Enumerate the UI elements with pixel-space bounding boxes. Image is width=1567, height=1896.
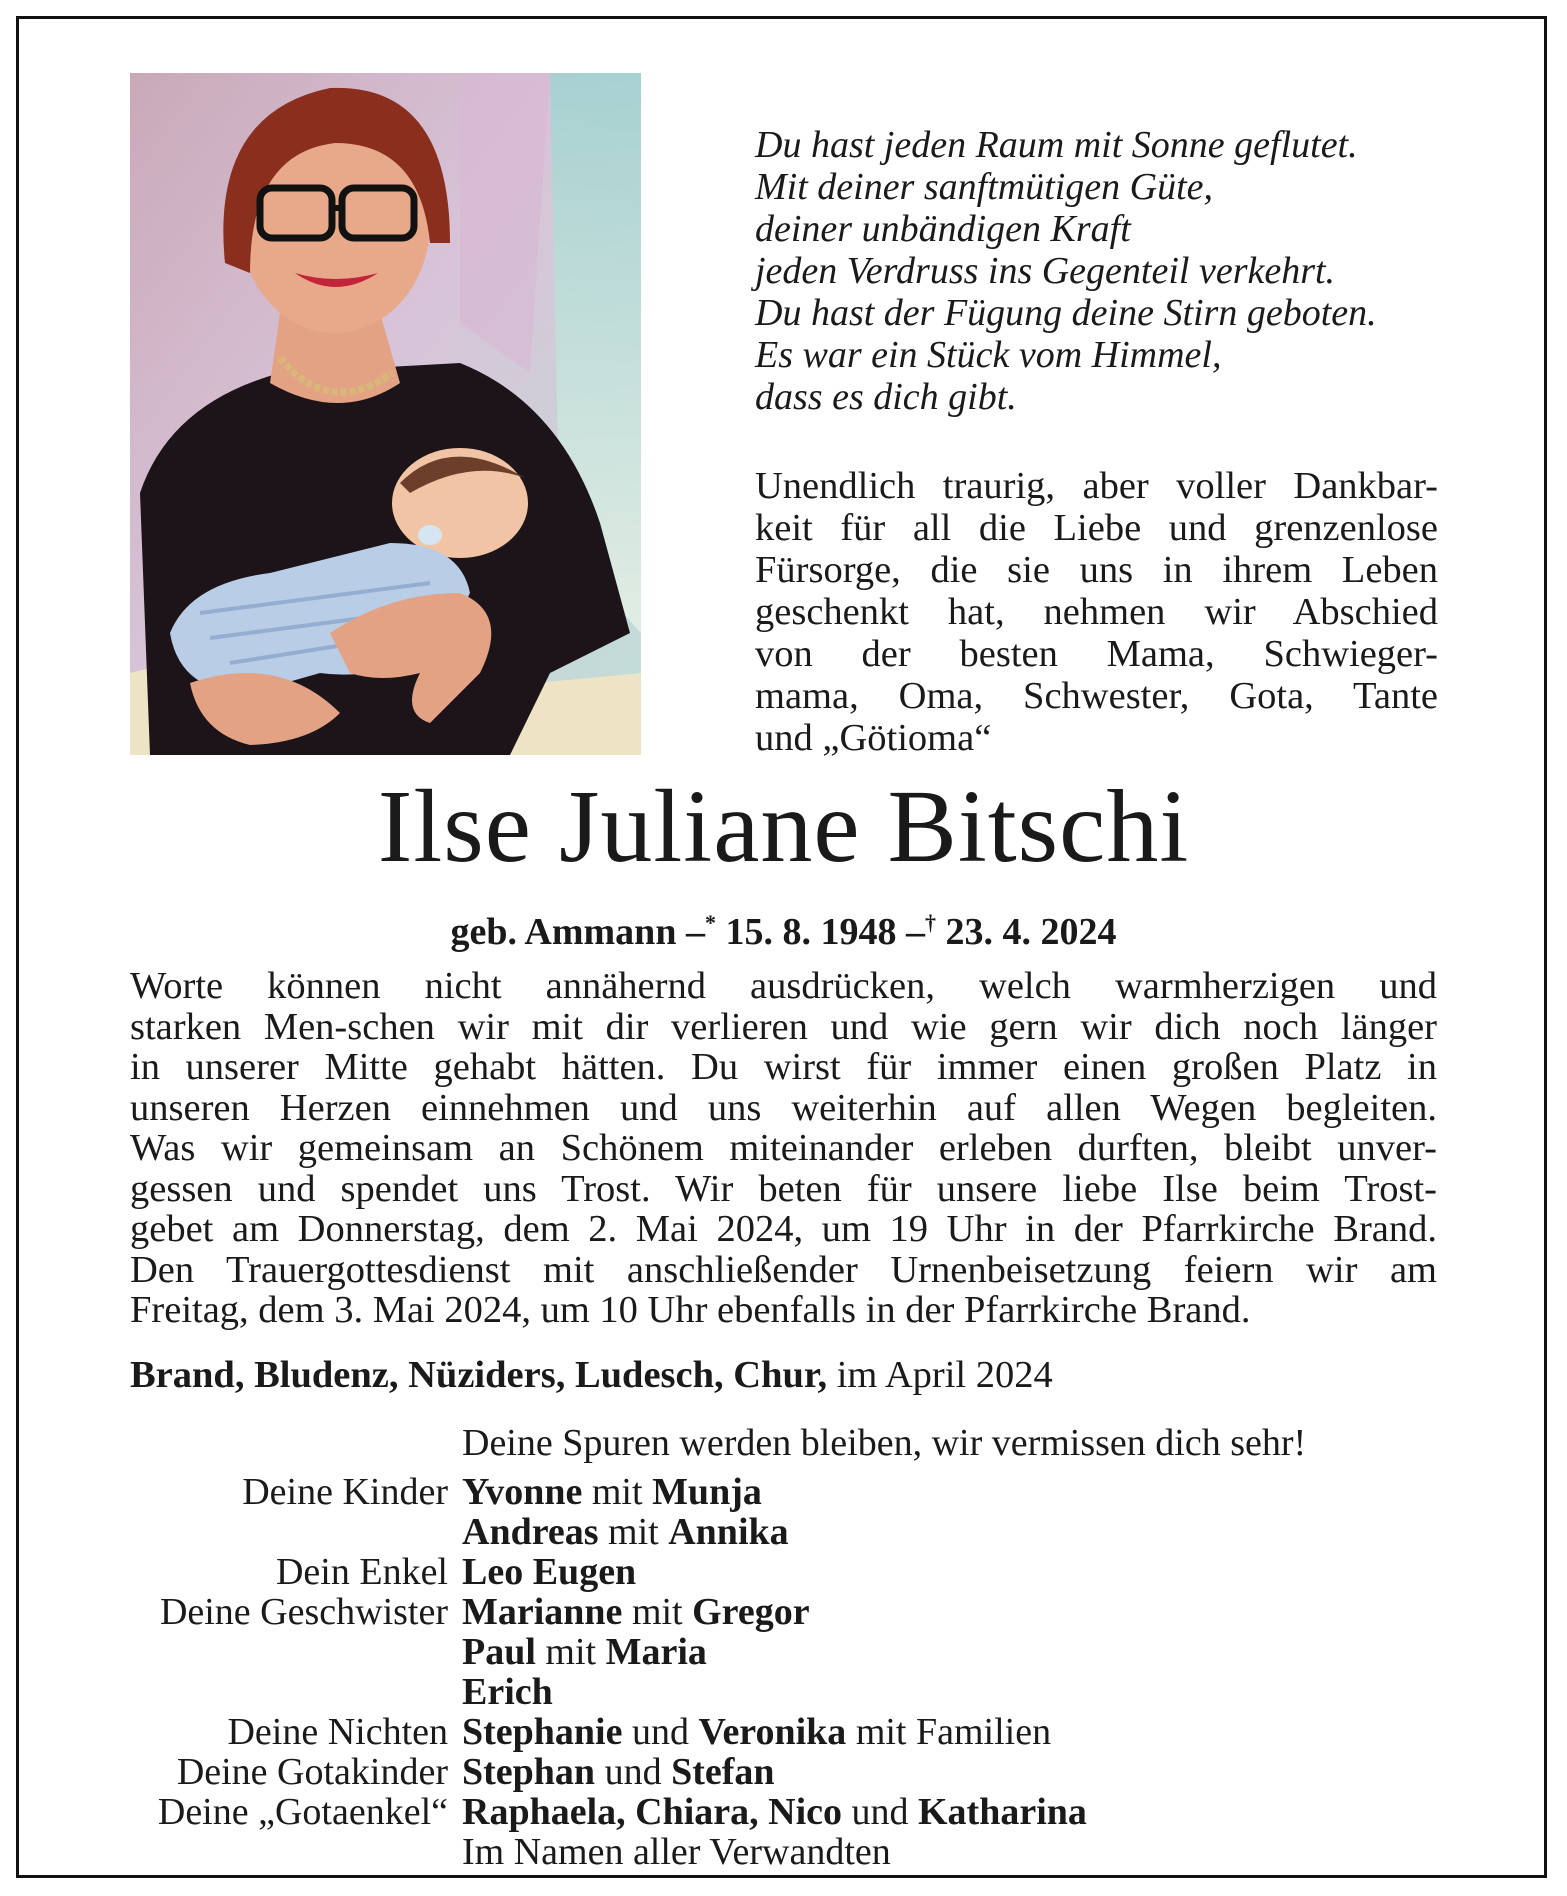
thanks-line: Fürsorge, die sie uns in ihrem Leben <box>755 549 1438 591</box>
family-role: Deine Geschwister <box>159 1591 448 1633</box>
family-name: Annika <box>668 1511 789 1553</box>
portrait-photo-drawing <box>130 73 641 755</box>
death-symbol: † <box>924 910 936 935</box>
poem-line: Mit deiner sanftmütigen Güte, <box>755 166 1214 208</box>
family-name: Katharina <box>918 1791 1087 1833</box>
connector: mit <box>608 1511 659 1553</box>
family-name: Stephan <box>462 1751 596 1793</box>
connector: und <box>631 1711 689 1753</box>
family-row <box>0 1590 1567 1633</box>
family-row <box>0 1750 1567 1793</box>
family-role: Dein Enkel <box>275 1551 448 1593</box>
family-name: Stephanie <box>462 1711 623 1753</box>
connector: mit <box>631 1591 683 1633</box>
birth-symbol: * <box>704 910 716 935</box>
relatives-note: Im Namen aller Verwandten <box>462 1831 891 1873</box>
poem <box>755 124 1455 418</box>
family-name: Paul <box>462 1631 536 1673</box>
family-row <box>0 1830 1567 1873</box>
paragraph-line: Den Trauergottesdienst mit anschließender Urnenbeisetzung feiern wir am <box>130 1248 1437 1291</box>
dash: – <box>685 911 705 953</box>
family-row <box>0 1630 1567 1673</box>
family-name: Stefan <box>671 1751 775 1793</box>
connector: mit Familien <box>855 1711 1052 1753</box>
family-role: Deine Gotakinder <box>176 1751 448 1793</box>
thanks-line: und „Götioma“ <box>755 717 992 759</box>
dash: – <box>905 911 925 953</box>
connector: und <box>851 1791 909 1833</box>
family-name: Maria <box>605 1631 707 1673</box>
thanks-line: keit für all die Liebe und grenzenlose <box>755 507 1438 549</box>
deceased-name: Ilse Juliane Bitschi <box>377 769 1190 884</box>
family-name: Marianne <box>462 1591 623 1633</box>
family-name: Munja <box>652 1471 762 1513</box>
thanks-line: mama, Oma, Schwester, Gota, Tante <box>755 675 1438 717</box>
birth-date: 15. 8. 1948 <box>725 911 897 953</box>
poem-line: Du hast der Fügung deine Stirn geboten. <box>755 292 1377 334</box>
paragraph-line: starken Men-schen wir mit dir verlieren und wie gern wir dich noch länger <box>130 1005 1437 1048</box>
thanks-paragraph <box>755 465 1438 759</box>
connector: mit <box>591 1471 643 1513</box>
place-date-line <box>130 1353 1053 1397</box>
family-row <box>0 1790 1567 1833</box>
thanks-line: Unendlich traurig, aber voller Dankbar- <box>755 465 1438 507</box>
family-row <box>0 1550 1567 1593</box>
poem-line: Es war ein Stück vom Himmel, <box>755 334 1222 376</box>
poem-line: dass es dich gibt. <box>755 376 1017 418</box>
thanks-line: geschenkt hat, nehmen wir Abschied <box>755 591 1438 633</box>
connector: und <box>604 1751 662 1793</box>
towns: Brand, Bludenz, Nüziders, Ludesch, Chur, <box>130 1354 828 1396</box>
paragraph-line: unseren Herzen einnehmen und uns weiterhin auf allen Wegen begleiten. <box>130 1086 1437 1129</box>
family-row <box>0 1670 1567 1713</box>
family-row <box>0 1710 1567 1753</box>
family-role: Deine „Gotaenkel“ <box>157 1791 448 1833</box>
family-name: Yvonne <box>462 1471 583 1513</box>
death-date: 23. 4. 2024 <box>945 911 1117 953</box>
family-role: Deine Nichten <box>227 1711 448 1753</box>
family-name: Raphaela, Chiara, Nico <box>462 1791 842 1833</box>
motto: Deine Spuren werden bleiben, wir vermissen dich sehr! <box>462 1422 1307 1464</box>
family-name: Leo Eugen <box>462 1551 637 1593</box>
family-name: Veronika <box>698 1711 847 1753</box>
paragraph-line: gessen und spendet uns Trost. Wir beten für unsere liebe Ilse beim Trost- <box>130 1167 1437 1210</box>
family-name: Erich <box>462 1671 553 1713</box>
poem-line: deiner unbändigen Kraft <box>755 208 1131 250</box>
poem-line: jeden Verdruss ins Gegenteil verkehrt. <box>755 250 1336 292</box>
family-name: Gregor <box>692 1591 810 1633</box>
paragraph-line: Freitag, dem 3. Mai 2024, um 10 Uhr ebenfalls in der Pfarrkirche Brand. <box>130 1289 1251 1331</box>
family-row <box>0 1510 1567 1553</box>
paragraph-line: gebet am Donnerstag, dem 2. Mai 2024, um 19 Uhr in der Pfarrkirche Brand. <box>130 1208 1437 1250</box>
month-year: im April 2024 <box>836 1354 1053 1396</box>
memorial-paragraph <box>130 966 1437 1331</box>
paragraph-line: in unserer Mitte gehabt hätten. Du wirst für immer einen großen Platz in <box>130 1046 1437 1088</box>
family-row <box>0 1470 1567 1513</box>
paragraph-line: Was wir gemeinsam an Schönem miteinander erleben durften, bleibt unver- <box>130 1127 1437 1169</box>
connector: mit <box>545 1631 597 1673</box>
paragraph-line: Worte können nicht annähernd ausdrücken, welch warmherzigen und <box>130 965 1437 1007</box>
thanks-line: von der besten Mama, Schwieger- <box>755 633 1438 675</box>
family-name: Andreas <box>462 1511 599 1553</box>
birth-name: geb. Ammann <box>450 911 677 953</box>
family-role: Deine Kinder <box>242 1471 448 1513</box>
life-dates <box>0 901 1567 954</box>
portrait-photo <box>130 73 641 755</box>
poem-line: Du hast jeden Raum mit Sonne geflutet. <box>755 124 1358 166</box>
